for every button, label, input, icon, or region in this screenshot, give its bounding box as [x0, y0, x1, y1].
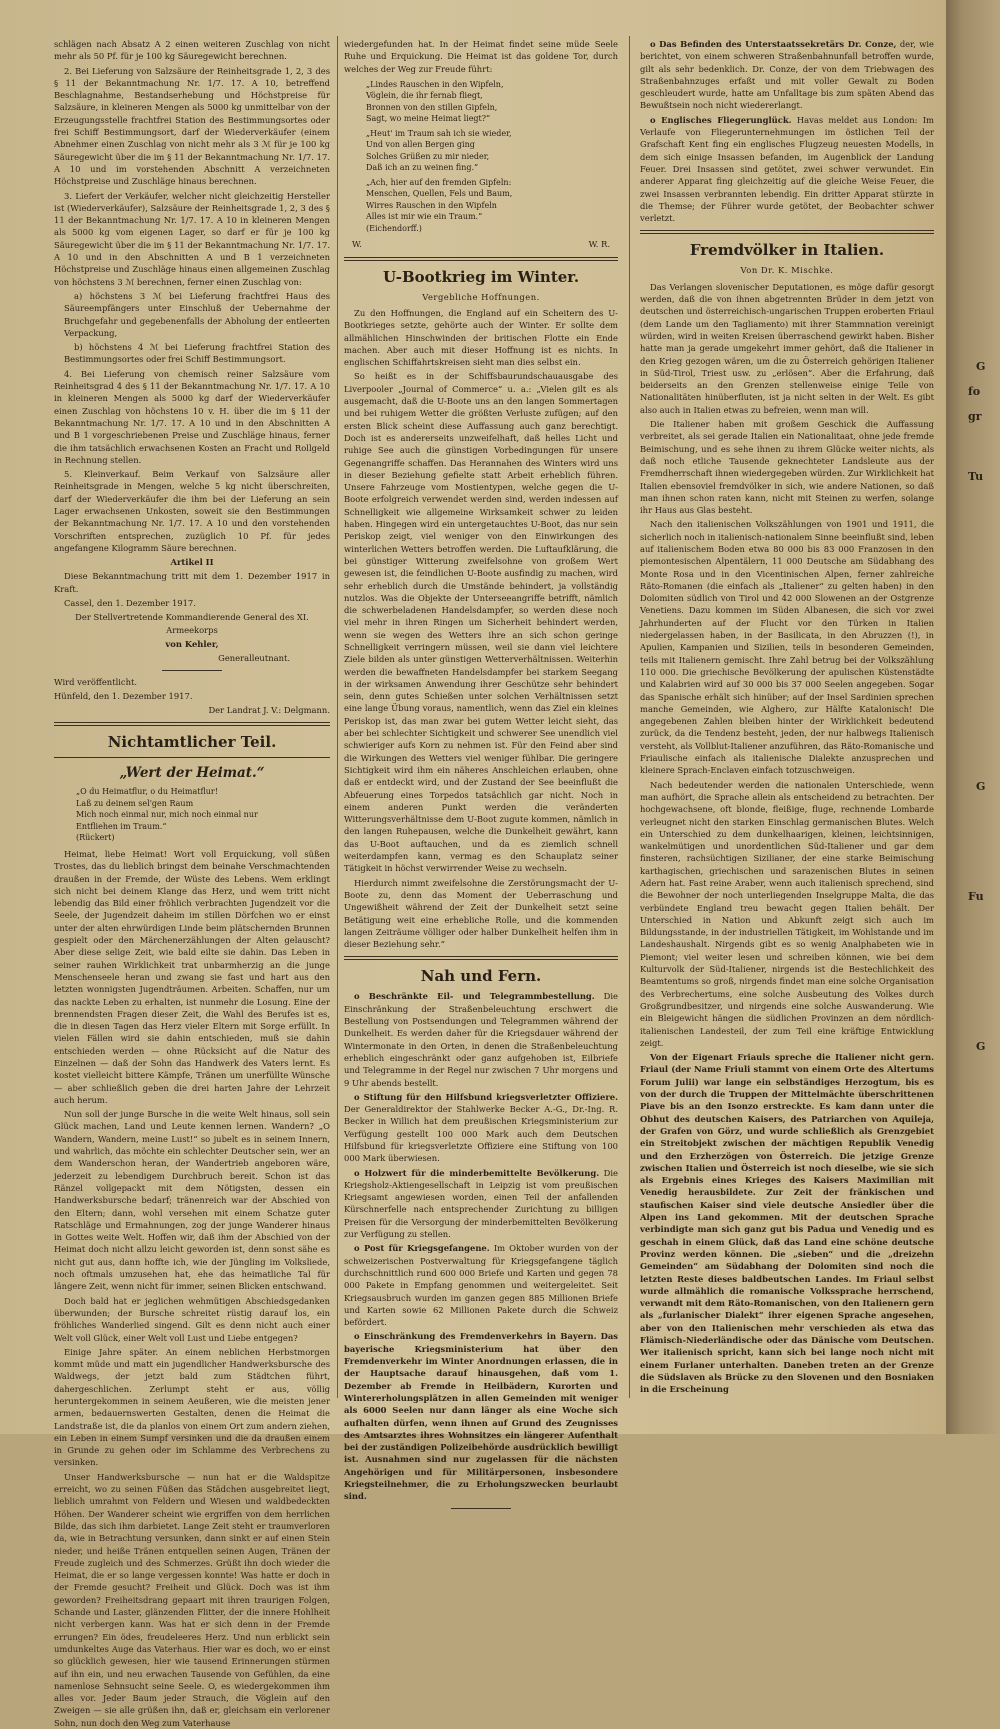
paragraph: Zu den Hoffnungen, die England auf ein Scheitern des U-Bootkrieges setzte, gehörte auch der Winter. Er sollte dem allmählichen Hinschwinden der britischen Flotte ein Ende machen. Aber auch mit dieser Hoffnung ist es nichts. In englischen Schiffahrtskreisen sieht man dies selbst ein. [344, 307, 618, 368]
edge-fragment: G [976, 360, 986, 373]
adjacent-page-edge [946, 0, 1000, 1434]
paragraph: 3. Liefert der Verkäufer, welcher nicht gleichzeitig Hersteller ist (Wiederverkäufer), Salzsäure der Reinheitsgrade 1, 2, 3 des § 11 der Bekanntmachung Nr. 1/7. 17. A 10 in kleineren Mengen als 5000 kg vom eigenen Lager, so darf er für je 100 kg Säuregewicht über die im § 11 der Bekanntmachung Nr. 1/7. 17. A 10 und in den Abschnitten A und B 1 verzeichneten Höchstpreise und Zuschläge hinaus einen allgemeinen Zuschlag von höchstens 3 ℳ berechnen, ferner einen Zuschlag von: [54, 190, 330, 287]
article-title: Fremdvölker in Italien. [689, 241, 885, 260]
news-item-text: Die Einschränkung der Straßenbeleuchtung erschwert die Bestellung von Postsendungen und Telegrammen während der Dunkelheit. Es werden daher für die Kriegsdauer während der Wintermonate in den Orten, in denen die Straßenbeleuchtung erheblich eingeschränkt oder ganz aufgehoben ist, Eilbriefe und Telegramme in der Regel nur zwischen 7 Uhr morgens und 9 Uhr abends bestellt. [344, 991, 618, 1088]
news-item-title: o Englisches Fliegerunglück. [650, 114, 792, 125]
paragraph: So heißt es in der Schiffsbaurundschauausgabe des Liverpooler „Journal of Commerce“ u. a.: „Vielen gilt es als ausgemacht, daß die U-Boote uns an den langen Sommertagen und bei ruhigem Wetter die größten Verluste zufügen; auf den ersten Blick scheint diese Auffassung auch ganz berechtigt. Doch ist es andererseits unzweifelhaft, daß helles Licht und ruhige See auch die günstigen Vorbedingungen für unsere Gegenangriffe schaffen. Das Herannahen des Winters wird uns in dieser Beziehung gefielte statt Arbeit erheblich führen. Unsere Fahrzeuge vom Mostientypen, welche gegen die U-Boote erfolgreich verwendet werden sind, werden indessen auf Schnelligkeit wie allgemeine Wirksamkeit schwer zu leiden haben. Hingegen wird ein untergetauchtes U-Boot, das nur sein Periskop zeigt, viel weniger von den Einwirkungen des winterlichen Wetters betroffen werden. Die Luftaufklärung, die bei günstiger Witterung zweifelsohne von großem Wert gewesen ist, die feindlichen U-Boote ausfindig zu machen, wird sehr erheblich durch die Umstände behindert, ja vollständig nutzlos. Was die Objekte der Unterseeangriffe betrifft, nämlich die schwerbeladenen Handelsdampfer, so werden diese noch viel mehr in ihren Ringen um Sicherheit behindert werden, wenn sie wegen des Wetters ihre an sich schon geringe Schnelligkeit verringern müssen, weil sie dann viel leichtere Ziele bilden als unter günstigen Wetterverhältnissen. Weiterhin werden die bewaffneten Handelsdampfer bei starkem Seegang in der wirksamen Anwendung ihrer Geschütze sehr behindert sein, denn gutes Schießen unter solchen Verhältnissen setzt eine lange Übung voraus, namentlich, wenn das Ziel ein kleines Periskop ist, das man zwar bei gutem Wetter leicht sieht, das aber bei schlechter Sichtigkeit und schwerer See unendlich viel schwieriger aufs Korn zu nehmen ist. Für den Feind aber sind die Wirkungen des Wetters viel weniger fühlbar. Die geringere Sichtigkeit wird ihm ein näheres Anschleichen erlauben, ohne daß er entdeckt wird, und der Zustand der See beeinflußt die Abfeuerung eines Torpedos tatsächlich gar nicht. Noch in einem anderen Punkt werden die veränderten Witterungsverhältnisse dem U-Boot zugute kommen, nämlich in den langen Ruhepausen, welche die Dunkelheit gewährt, kann das U-Boot auftauchen, und da es ziemlich schnell weiterdampfen kann, vermag es den Schauplatz seiner Tätigkeit in höchst verwirrender Weise zu wechseln. [344, 371, 618, 874]
article-title: U-Bootkrieg im Winter. [382, 267, 580, 286]
divider [344, 257, 618, 261]
divider [451, 1508, 511, 1509]
paragraph: wiedergefunden hat. In der Heimat findet seine müde Seele Ruhe und Erquickung. Die Heimat ist das goldene Tor, durch welches der Weg zur Freude führt: [344, 39, 618, 74]
article-title: „Wert der Heimat.“ [119, 765, 265, 782]
paragraph: Unser Handwerksbursche — nun hat er die Waldspitze erreicht, wo zu seinen Füßen das Städchen ausgebreitet liegt, lieblich umrahmt von Feldern und Wiesen und waldbedeckten Höhen. Der Wanderer scheint wie ergriffen von dem herrlichen Bilde, das sich ihm darbietet. Lange Zeit steht er traumverloren da, wie in Betrachtung versunken, dann sinkt er auf einen Stein nieder, und heiße Tränen entquellen seinen Augen, Tränen der Freude zugleich und des Schmerzes. Grüßt ihn doch wieder die Heimat, die er so lange vergessen konnte! Was hatte er doch in der Fremde gesucht? Freiheit und Glück. Doch was ist ihm geworden? Freiheitsdrang gepaart mit ihren traurigen Folgen, Schande und Laster, glänzenden Flitter, der die innere Hohlheit nicht verbergen kann. Was hat er sich denn in der Fremde errungen? Ein ödes, freudeleeres Herz. Und nun erblickt sein umdunkeltes Auge das Vaterhaus. Hier war es doch, wo er einst so glücklich gewesen, hier wie tausend Erinnerungen stürmen auf ihn ein, und neu erwachen Tausende von Gefühlen, da eine namenlose Sehnsucht seine Seele. O, es wiedergekommen ihm alles vor. Jeder Baum jeder Strauch, die Vöglein auf den Zweigen — sie alle grüßen ihn, daß er, gleichsam ein verlorener Sohn, nun doch den Weg zum Vaterhause [54, 1471, 330, 1728]
news-item-title: o Post für Kriegsgefangene. [354, 1243, 490, 1254]
dateline: Cassel, den 1. Dezember 1917. [64, 598, 196, 609]
paragraph: Hierdurch nimmt zweifelsohne die Zerstörungsmacht der U-Boote zu, denn das Moment der Ueberraschung und Ungewißheit während der Zeit der Dunkelheit setzt seine Betätigung weit eine erhebliche Rolle, und die kommenden langen Zeiträume völliger oder halber Dunkelheit helfen ihm in dieser Beziehung sehr.“ [344, 877, 618, 950]
paragraph: Nun soll der junge Bursche in die weite Welt hinaus, soll sein Glück machen, Land und Leute kennen lernen. Wandern? „O Wandern, Wandern, meine Lust!“ so jubelt es in seinem Innern, und wahrlich, das möchte ein schlechter Deutscher sein, wer an dem Wanderschon heran, der Wandertrieb angeboren wäre, jederzeit zu lebendigem Durchbruch bereit. Schon ist das Ränzel vollgepackt mit dem Nötigsten, dessen ein Handwerksbursche bedarf; tränenreich war der Abschied von den Eltern; dann, wohl versehen mit einem Schatze guter Ratschläge und Ermahnungen, zog der junge Wanderer hinaus in Gottes weite Welt. Hoffen wir, daß ihm der Abschied von der Heimat doch nicht allzu leicht geworden ist, denn sonst sähe es nicht gut aus, dann hoffte ich, wie der Jüngling im Volksliede, noch oftmals umzusehen hat, ehe das heimatliche Tal für längere Zeit, wenn nicht für immer, seinen Blicken entschwand. [54, 1109, 330, 1292]
poem-line: Solches Grüßen zu mir nieder, [366, 151, 490, 161]
paragraph: b) höchstens 4 ℳ bei Lieferung frachtfrei Station des Bestimmungsortes oder frei Schiff Bestimmungsort. [64, 342, 330, 365]
poem-line: Menschen, Quellen, Fels und Baum, [366, 189, 513, 199]
section-heading: Nichtamtlicher Teil. [107, 733, 277, 752]
edge-fragment: G [976, 780, 986, 793]
paragraph: Nach bedeutender werden die nationalen Unterschiede, wenn man aufhört, die Sprache allein als entscheidend zu betrachten. Der hochgewachsene, oft blonde, fleißige, fluge, rechnende Lombarde verleugnet nicht den starken Einschlag germanischen Blutes. Welch ein Unterschied zu dem dunkelhaarigen, kleinen, leichtsinnigen, wankelmütigen und unordentlichen Süd-Italiener und gar dem finsteren, rachsüchtigen Sizilianer, der eine starke Beimischung karthagischen, griechischen und sarazenischen Blutes in seinen Adern hat. Fast reine Araber, wenn auch italienisch sprechend, sind die Bewohner der noch unterliegenden Inselgruppe Malta, die das verbündete England treu bewacht gegen Italien behält. Der Unterschied in Nation und Abkunft zeigt sich auch im Bildungsstande, in der industriellen Tätigkeit, im Wohlstande und im Landeshaushalt. Nirgends gibt es so wenig Analphabeten wie in Piemont; viel weiter lesen und schreiben können, wie bei dem Kulturvolk der Süd-Italiener, nirgends ist die Bestechlichkeit des Beamtentums so groß, nirgends findet man eine solche Organisation des Verbrechertums, eine solche Ausbeutung des Volkes durch Großgrundbesitzer, und nirgends eine solche Auswanderung. Wie ein Bleigewicht hängen die südlichen Provinzen an dem nördlich-italienischen Landesteil, der zum Teil eine kräftige Entwicklung zeigt. [640, 779, 934, 1048]
divider [344, 956, 618, 960]
poem-line: Und von allen Bergen ging [366, 140, 475, 150]
paragraph: Doch bald hat er jeglichen wehmütigen Abschiedsgedanken überwunden; der Bursche schreitet rüstig darauf los, ein fröhliches Wanderlied singend. Gilt es denn nicht auch einer Welt voll Glück, einer Welt voll Lust und Liebe entgegen? [54, 1295, 330, 1343]
edge-fragment: Tu [968, 470, 984, 483]
poem-author: (Rückert) [76, 833, 115, 843]
column-3 [640, 38, 934, 1394]
publication-note: Wird veröffentlicht. [54, 676, 138, 687]
poem-line: Entfliehen im Traum.“ [76, 821, 167, 831]
paragraph: Einige Jahre später. An einem neblichen Herbstmorgen kommt müde und matt ein jugendlicher Handwerksbursche des Waldwegs, der jetzt bald zum Städtchen führt, dahergeschlichen. Zerlumpt steht er aus, völlig heruntergekommen in seinem Aeußeren, wie die meisten jener armen, bedauernswerten Gestalten, denen die Heimat die Landstraße ist, die da planlos von einem Ort zum andern ziehen, ein Leben in einem Sumpf versinken und die da draußen einem in Grunde zu gehen oder im Schlamme des Verbrechens zu versinken. [54, 1346, 330, 1468]
poem-line: „Lindes Rauschen in den Wipfeln, [366, 79, 504, 89]
poem-line: „Heut' im Traum sah ich sie wieder, [366, 128, 512, 138]
column-1 [54, 38, 330, 1728]
news-item-text: Im Oktober wurden von der schweizerischen Postverwaltung für Kriegsgefangene täglich durchschnittlich rund 600 000 Briefe und Karten und gegen 78 000 Pakete in Empfang genommen und weitergeleitet. Seit Kriegsausbruch wurden im ganzen gegen 885 Millionen Briefe und Karten sowie 62 Millionen Pakete durch die Schweiz befördert. [344, 1243, 618, 1328]
poem [76, 786, 330, 844]
paragraph: schlägen nach Absatz A 2 einen weiteren Zuschlag von nicht mehr als 50 Pf. für je 100 kg Säuregewicht berechnen. [54, 39, 330, 62]
news-item-title: o Einschränkung des Fremdenverkehrs in Bayern. [354, 1331, 597, 1342]
column-rule [337, 36, 338, 1398]
signature-left: W. [352, 239, 362, 250]
poem-line: Bronnen von den stillen Gipfeln, [366, 102, 498, 112]
divider [162, 670, 222, 671]
divider [640, 230, 934, 234]
section-heading: Nah und Fern. [420, 967, 542, 986]
poem-line: Vöglein, die ihr fernab fliegt, [366, 91, 483, 101]
edge-fragment: Fu [968, 890, 984, 903]
signature-title: Der Stellvertretende Kommandierende General des XI. Armeekorps [75, 612, 309, 635]
poem-author: (Eichendorff.) [366, 223, 422, 233]
poem-line: Wirres Rauschen in den Wipfeln [366, 200, 497, 210]
divider [54, 757, 330, 758]
divider [54, 722, 330, 726]
paragraph: Das Verlangen slovenischer Deputationen, es möge dafür gesorgt werden, daß die von ihnen abgetrennten Brüder in dem jetzt von deutschen und österreichisch-ungarischen Truppen eroberten Friaul (dem Lande um den Tagliamento) mit ihrer Stammnation vereinigt würden, wird in weiten Kreisen überraschend gewirkt haben. Bisher hatte man ja gerade umgekehrt immer gehört, daß die Italiener in den Krieg gezogen wären, um die zu Österreich gehörigen Italiener in Süd-Tirol, Triest usw. zu „erlösen“. Aber die Erfahrung, daß beiderseits an den Grenzen stellenweise einige Teile von Nationalitäten hinüberfluten, ist ja nicht selten in der Welt. Es gibt also auch in Italien etwas zu befreien, wenn man will. [640, 281, 934, 415]
paragraph: 2. Bei Lieferung von Salzsäure der Reinheitsgrade 1, 2, 3 des § 11 der Bekanntmachung Nr. 1/7. 17. A 10, betreffend Beschlagnahme, Bestandserhebung und Höchstpreise für Salzsäure, in kleineren Mengen als 5000 kg unmittelbar von der Erzeugungsstelle frachtfrei Station des Bestimmungsortes oder frei Schiff Bestimmungsort, darf der Wiederverkäufer (einem Abnehmer einen Zuschlag von nicht mehr als 3 ℳ für je 100 kg Säuregewicht über die im § 11 der Bekanntmachung Nr. 1/7. 17. A 10 und im vorstehenden Abschnitt A verzeichneten Höchstpreise und Zuschläge hinaus berechnen. [54, 65, 330, 187]
paragraph: Nach den italienischen Volkszählungen von 1901 und 1911, die sicherlich noch in italienisch-nationalem Sinne beeinflußt sind, leben auf italienischem Boden etwa 80 000 bis 83 000 Franzosen in den piemontesischen Alpentälern, 11 000 Deutsche am Südabhang des Monte Rosa und in den Vicentinischen Alpen, ferner zahlreiche Räto-Romanen (die einfach als „Italiener“ zu gelten haben) in den Dolomiten südlich von Tirol und 42 000 Slowenen an der Ostgrenze Venetiens. Dazu kommen im Süden Albanesen, die sich vor zwei Jahrhunderten auf der Flucht vor den Türken in Italien niedergelassen haben, in der Basilicata, in den Abruzzen (!), in Apulien, Kampanien und Sizilien, teils in besonderen Gemeinden, teils mit Italienern gemischt. Ihre Zahl betrug bei der Volkszählung 110 000. Die griechische Bevölkerung der apulischen Küstenstädte und Kalabrien wird auf 30 000 bis 37 000 Seelen angegeben. Sogar das Spanische erhält sich hinüber; auf der Insel Sardinien sprechen manche Gemeinden, wie Alghero, zur Hälfte Katalonisch! Die angegebenen Zahlen bleiben hinter der Wirklichkeit bedeutend zurück, da die Tendenz besteht, jeden, der nur halbwegs Italienisch versteht, als Vollblut-Italiener anzuführen, das Räto-Romanische und Friaulische einfach als italienische Dialekte anzusprechen und kleinere Sprach-Enclaven einfach totzuschweigen. [640, 519, 934, 776]
news-item-title: o Holzwert für die minderbemittelte Bevölkerung. [354, 1167, 600, 1178]
news-item-title: o Stiftung für den Hilfsbund kriegsverletzter Offiziere. [354, 1091, 618, 1102]
poem-line: Alles ist mir wie ein Traum.“ [366, 212, 483, 222]
paragraph: 4. Bei Lieferung von chemisch reiner Salzsäure vom Reinheitsgrad 4 des § 11 der Bekanntmachung Nr. 1/7. 17. A 10 in kleineren Mengen als 5000 kg darf der Wiederverkäufer einen Zuschlag von höchstens 10 v. H. über die im § 11 der Bekanntmachung Nr. 1/7. 17. A 10 und in den Abschnitten A und B 1 vorgeschriebenen Preise und Zuschläge hinaus, ferner die ihm tatsächlich erwachsenen Kosten an Fracht und Rollgeld in Rechnung stellen. [54, 368, 330, 465]
article-heading: Artikel II [170, 557, 214, 568]
article-signature [352, 238, 610, 250]
edge-fragment: G [976, 1040, 986, 1053]
signature-rank: Generalleutnant. [218, 653, 290, 664]
edge-fragment: fo [968, 385, 981, 398]
paragraph: Heimat, liebe Heimat! Wort voll Erquickung, voll süßen Trostes, das du lieblich bringst dem beinahe Verschmachtenden draußen in der Fremde, der Wüste des Lebens. Wem erklingt sich nicht bei deinem Klange das Herz, und wem tritt nicht lebendig das Bild einer fröhlich verbrachten Jugendzeit vor die Seele, der Jugendzeit daheim im stillen Dörfchen wo er einst unter der alten ehrwürdigen Linde beim plätschernden Brunnen gespielt oder den Märchenerzählungen der Alten gelauscht? Aber diese selige Zeit, wie bald eilte sie dahin. Das Leben in seiner rauhen Wirklichkeit trat unbarmherzig an die junge Menschenseele heran und zwang sie fast und hart aus den letzten wonnigsten Jugendträumen. Arbeiten. Schaffen, nur um das nackte Leben zu erhalten, ist nunmehr die Losung. Eine der brennendsten Fragen dieser Zeit, die Wahl des Berufes ist es, die in diesen Tagen das Herz vieler Eltern mit Sorge erfüllt. In vielen Fällen wird sie dahin entschieden, muß sie dahin entschieden werden — ohne Rücksicht auf die Natur des Einzelnen — daß der Sohn das Handwerk des Vaters lernt. Es kostet vielleicht bittere Kämpfe, Tränen um unerfüllte Wünsche — aber schließlich geben die drei harten Jahre der Lehrzeit auch herum. [54, 848, 330, 1105]
poem-line: „O du Heimatflur, o du Heimatflur! [76, 787, 218, 797]
news-item-title: o Das Befinden des Unterstaatssekretärs Dr. Conze, [650, 39, 897, 49]
paragraph: 5. Kleinverkauf. Beim Verkauf von Salzsäure aller Reinheitsgrade in Mengen, welche 5 kg nicht überschreiten, darf der Wiederverkäufer die ihm bei der Lieferung an sein Lager erwachsenen Unkosten, soweit sie den Bestimmungen der Bekanntmachung Nr. 1/7. 17. A 10 und den vorstehenden Vorschriften entsprechen, zuzüglich 10 Pf. für jedes angefangene Kilogramm Säure berechnen. [54, 469, 330, 553]
article-subtitle: Vergebliche Hoffnungen. [422, 291, 540, 302]
signature-name: von Kehler, [165, 638, 219, 649]
news-item-title: o Beschränkte Eil- und Telegrammbestellung. [354, 991, 595, 1002]
news-item-text: Die Kriegsholz-Aktiengesellschaft in Leipzig ist vom preußischen Kriegsamt angewiesen worden, einen Teil der anfallenden Kürschnerfelle nach entsprechender Zurichtung zu billigen Preisen für die Versorgung der minderbemittelten Bevölkerung zur Verfügung zu stellen. [344, 1167, 618, 1240]
paragraph: Die Italiener haben mit großem Geschick die Auffassung verbreitet, als sei gerade Italien ein Nationalitaat, ohne jede fremde Beimischung, und es sehe ihnen zu ihrem Glücke weiter nichts, als daß noch etliche Tausende geknechteter Landsleute aus der Fremdherrschaft ihnen wiedergegeben würden. Zur Wirklichkeit hat Italien ebensoviel fremdvölker in sich, wie andere Nationen, so daß man ihnen schon raten kann, nicht mit Steinen zu werfen, solange ihr Haus aus Glas besteht. [640, 419, 934, 516]
column-2 [344, 38, 618, 1502]
news-item-text: Der Generaldirektor der Stahlwerke Becker A.-G., Dr.-Ing. R. Becker in Willich hat dem preußischen Kriegsministerium zur Verfügung gestellt 100 000 Mark auch dem Deutschen Hilfsbund für kriegsverletzte Offiziere eine Stiftung von 100 000 Mark überwiesen. [344, 1104, 618, 1164]
poem-line: Mich noch einmal nur, mich noch einmal nur [76, 810, 258, 820]
poem [366, 79, 618, 235]
column-rule [629, 36, 630, 1398]
publication-dateline: Hünfeld, den 1. Dezember 1917. [54, 690, 193, 701]
paragraph: Diese Bekanntmachung tritt mit dem 1. Dezember 1917 in Kraft. [54, 571, 330, 594]
poem-line: Laß zu deinem sel'gen Raum [76, 798, 194, 808]
publication-signature: Der Landrat J. V.: Delgmann. [208, 705, 330, 716]
news-item-text: Das bayerische Kriegsministerium hat über den Fremdenverkehr im Winter Anordnungen erlassen, die in der Hauptsache darauf hinausgehen, daß vom 1. Dezember ab Fremde in Heilbädern, Kurorten und Wintererholungsplätzen in allen Gemeinden mit weniger als 6000 Seelen nur dann länger als eine Woche sich aufhalten dürfen, wenn ihnen auf Grund des Zeugnisses des Amtsarztes ihres Wohnsitzes ein längerer Aufenthalt bei der zuständigen Polizeibehörde ausdrücklich bewilligt ist. Ausnahmen sind nur zugelassen für die nächsten Angehörigen und für Militärpersonen, insbesondere Kriegsteilnehmer, die zu Erholungszwecken beurlaubt sind. [344, 1331, 618, 1502]
signature-right: W. R. [588, 239, 610, 250]
poem-line: „Ach, hier auf den fremden Gipfeln: [366, 177, 512, 187]
edge-fragment: gr [968, 410, 982, 423]
poem-line: Sagt, wo meine Heimat liegt?“ [366, 114, 491, 124]
article-author: Von Dr. K. Mischke. [740, 265, 834, 276]
poem-line: Daß ich an zu weinen fing.“ [366, 163, 479, 173]
paragraph: a) höchstens 3 ℳ bei Lieferung frachtfrei Haus des Säureempfängers unter Einschluß der Uebernahme der Bruchgefahr und gegebenenfalls der Abholung der entleerten Verpackung, [64, 290, 330, 338]
paragraph: Von der Eigenart Friauls spreche die Italiener nicht gern. Friaul (der Name Friuli stammt von einem Orte des Altertums Forum Julii) war lange ein selbständiges Herzogtum, bis es von der durch die Truppen der Mittelmächte überschrittenen Piave bis an den Isonzo erstreckte. Es kam dann unter die Obhut des deutschen Kaisers, des Patriarchen von Aquileja, der Grafen von Görz, und wurde schließlich als Grenzgebiet ein Streitobjekt zwischen der mächtigen Republik Venedig und den Erzherzögen von Österreich. Die jetzige Grenze zwischen Italien und Österreich ist noch dieselbe, wie sie sich als Ergebnis eines Krieges des Kaisers Maximilian mit Venedig herausbildete. Zur Zeit der fränkischen und staufischen Kaiser sind viele deutsche Ansiedler über die Alpen ins Land gekommen. Mit der deutschen Sprache verbindigte man sich ganz gut bis Padua und Venedig und es geschah in einem Glück, daß das Land eine schöne deutsche Provinz werden können. Die „sieben“ und die „dreizehn Gemeinden“ am Südabhang der Dolomiten sind noch die letzten Reste dieses baldbeutschen Landes. Im Friaul selbst wurde allmählich die romanische Volkssprache herrschend, verwandt mit dem Räto-Romanischen, von den Italienern gern als „furlanischer Dialekt“ ihrer eigenen Sprache angesehen, aber von den Italienischen mehr verschieden als etwa das Flämisch-Niederländische oder das Dänische vom Deutschen. Wer italienisch spricht, kann sich bei lange noch nicht mit einem Furlaner unterhalten. Daneben treten an der Grenze die Südslaven als Brücke zu den Slovenen und den Bosniaken in die Erscheinung [640, 1052, 934, 1395]
news-item-text: der, wie berichtet, von einem schweren Straßenbahnunfall betroffen wurde, gilt als sehr bedenklich. Dr. Conze, der von dem Triebwagen des Straßenbahnzuges erfaßt und mit voller Gewalt zu Boden geschleudert wurde, hatte am Unfalltage bis zum späten Abend das Bewußtsein noch nicht wiedererlangt. [640, 39, 935, 111]
news-item-text: Havas meldet aus London: Im Verlaufe von Fliegerunternehmungen im östlichen Teil der Grafschaft Kent fing ein englisches Flugzeug neuesten Modells, in dem sich einige Insassen befanden, im Augenblick der Landung Feuer. Drei Insassen sind getötet, zwei schwer verwundet. Ein anderer Apparat fing gleichzeitig auf die gleiche Weise Feuer, die zwei Insassen verbrannten lebendig. Ein dritter Apparat stürzte in die Themse; der Führer wurde getötet, der Beobachter schwer verletzt. [640, 114, 934, 224]
